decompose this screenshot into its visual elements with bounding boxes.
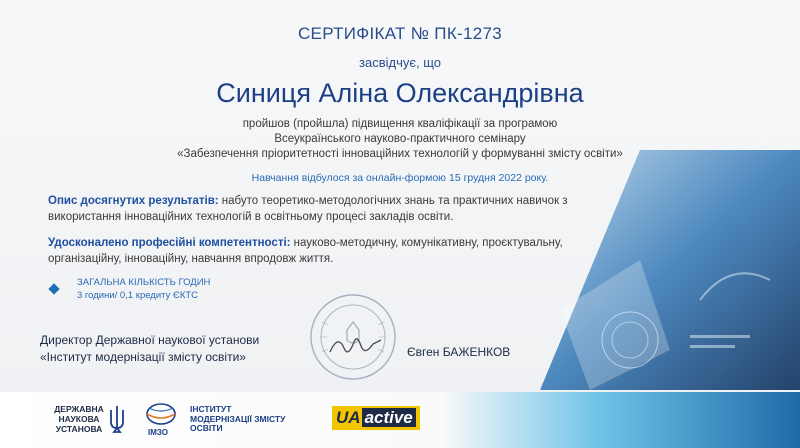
- program-line-1: пройшов (пройшла) підвищення кваліфікації за програмою: [242, 118, 558, 130]
- hours-title: ЗАГАЛЬНА КІЛЬКІСТЬ ГОДИН: [77, 277, 211, 288]
- director-line-1: Директор Державної наукової установи: [40, 333, 260, 347]
- signer-name: Євген БАЖЕНКОВ: [407, 345, 511, 359]
- tech-background-illustration: [500, 150, 800, 390]
- state-line-2: НАУКОВА: [58, 414, 100, 424]
- ua-text: UA: [336, 408, 361, 427]
- competencies-label: Удосконалено професійні компетентності:: [48, 237, 291, 249]
- director-line-2: «Інститут модернізації змісту освіти»: [40, 350, 246, 364]
- certifies-text: засвідчує, що: [359, 55, 441, 70]
- state-line-3: УСТАНОВА: [55, 424, 103, 434]
- competencies-text: науково-методичну, комунікативну, проєктувальну, організаційну, інноваційну, навчання впродовж життя.: [48, 237, 563, 265]
- signature-icon: [325, 330, 385, 360]
- certificate-title: СЕРТИФІКАТ № ПК-1273: [297, 24, 503, 43]
- competencies-block: [48, 235, 608, 267]
- trident-icon: [108, 404, 126, 434]
- results-block: [48, 193, 608, 225]
- training-date: Навчання відбулося за онлайн-формою 15 грудня 2022 року.: [251, 172, 549, 184]
- director-title: [40, 332, 259, 366]
- diamond-bullet-icon: [48, 283, 59, 294]
- hours-value: 3 години/ 0,1 кредиту ЄКТС: [77, 290, 199, 301]
- state-institution-logo-text: [50, 404, 108, 434]
- imzo-line-1: ІНСТИТУТ: [190, 404, 232, 414]
- uaactive-logo: [332, 406, 420, 430]
- imzo-line-2: МОДЕРНІЗАЦІЇ ЗМІСТУ: [190, 413, 286, 424]
- program-line-3: «Забезпечення пріоритетності інноваційних технологій у формуванні змісту освіти»: [177, 148, 623, 160]
- results-text: набуто теоретико-методологічних знань та практичних навичок з використання інноваційних технологій в освітньому процесі закладів освіти.: [48, 195, 568, 223]
- program-line-2: Всеукраїнського науково-практичного семінару: [274, 133, 526, 145]
- state-line-1: ДЕРЖАВНА: [54, 404, 104, 414]
- imzo-line-3: ОСВІТИ: [190, 423, 223, 433]
- imzo-name: [190, 405, 300, 434]
- results-label: Опис досягнутих результатів:: [48, 195, 219, 207]
- recipient-name: Синиця Аліна Олександрівна: [216, 78, 584, 108]
- imzo-abbr: ІМЗО: [148, 428, 169, 437]
- active-text: active: [362, 408, 416, 427]
